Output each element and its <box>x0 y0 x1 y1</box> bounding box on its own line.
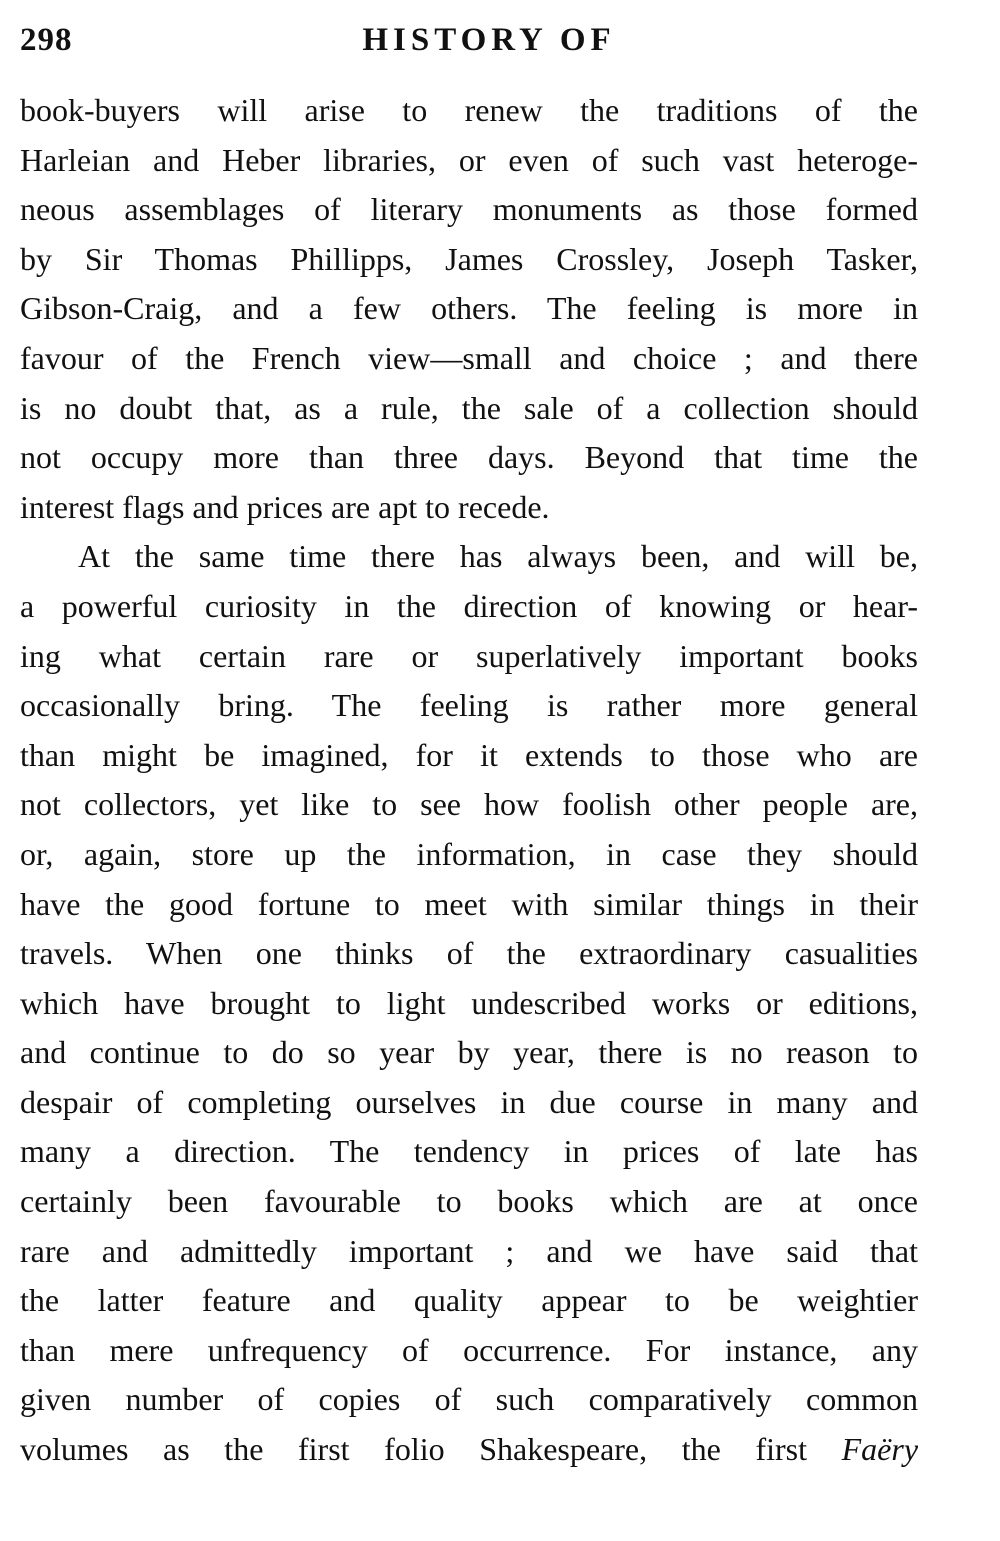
text-line: a powerful curiosity in the direction of knowing or hear- <box>20 587 918 624</box>
running-title: HISTORY OF <box>362 22 616 58</box>
text-line: At the same time there has always been, and will be, <box>78 538 918 575</box>
text-line: is no doubt that, as a rule, the sale of a collection should <box>20 389 918 426</box>
text-line: by Sir Thomas Phillipps, James Crossley, Joseph Tasker, <box>20 240 918 277</box>
text-line: not collectors, yet like to see how foolish other people are, <box>20 786 918 823</box>
text-line: than might be imagined, for it extends to those who are <box>20 736 918 773</box>
text-line: which have brought to light undescribed works or editions, <box>20 984 918 1021</box>
body-text <box>20 86 918 1475</box>
italic-word: Faëry <box>841 1431 918 1468</box>
text-line: certainly been favourable to books which are at once <box>20 1183 918 1220</box>
text-line: than mere unfrequency of occurrence. For instance, any <box>20 1331 918 1368</box>
text-line: given number of copies of such comparatively common <box>20 1381 918 1418</box>
text-line: Gibson-Craig, and a few others. The feeling is more in <box>20 290 918 327</box>
text-line: book-buyers will arise to renew the traditions of the <box>20 92 918 128</box>
text-line: neous assemblages of literary monuments as those formed <box>20 191 918 228</box>
text-line: favour of the French view—small and choice ; and there <box>20 339 918 376</box>
text-line: have the good fortune to meet with similar things in their <box>20 885 918 922</box>
text-line: or, again, store up the information, in case they should <box>20 835 918 872</box>
text-line: not occupy more than three days. Beyond that time the <box>20 439 918 476</box>
text-line: and continue to do so year by year, there is no reason to <box>20 1034 918 1071</box>
text-line: travels. When one thinks of the extraordinary casualities <box>20 935 918 972</box>
text-line: Harleian and Heber libraries, or even of such vast heteroge- <box>20 141 918 178</box>
text-line: the latter feature and quality appear to be weightier <box>20 1282 918 1319</box>
paragraph-2 <box>20 532 918 1474</box>
text-line: rare and admittedly important ; and we have said that <box>20 1232 918 1269</box>
page-number: 298 <box>20 22 73 58</box>
text-line-final-body: volumes as the first folio Shakespeare, the first <box>20 1431 807 1468</box>
running-head <box>20 22 918 66</box>
text-line: many a direction. The tendency in prices of late has <box>20 1133 918 1170</box>
text-line: ing what certain rare or superlatively important books <box>20 637 918 674</box>
paragraph-1 <box>20 86 918 532</box>
text-line: despair of completing ourselves in due course in many and <box>20 1083 918 1120</box>
text-line: occasionally bring. The feeling is rather more general <box>20 687 918 724</box>
text-line: interest flags and prices are apt to recede. <box>20 488 550 525</box>
text-line-final <box>20 1425 918 1475</box>
